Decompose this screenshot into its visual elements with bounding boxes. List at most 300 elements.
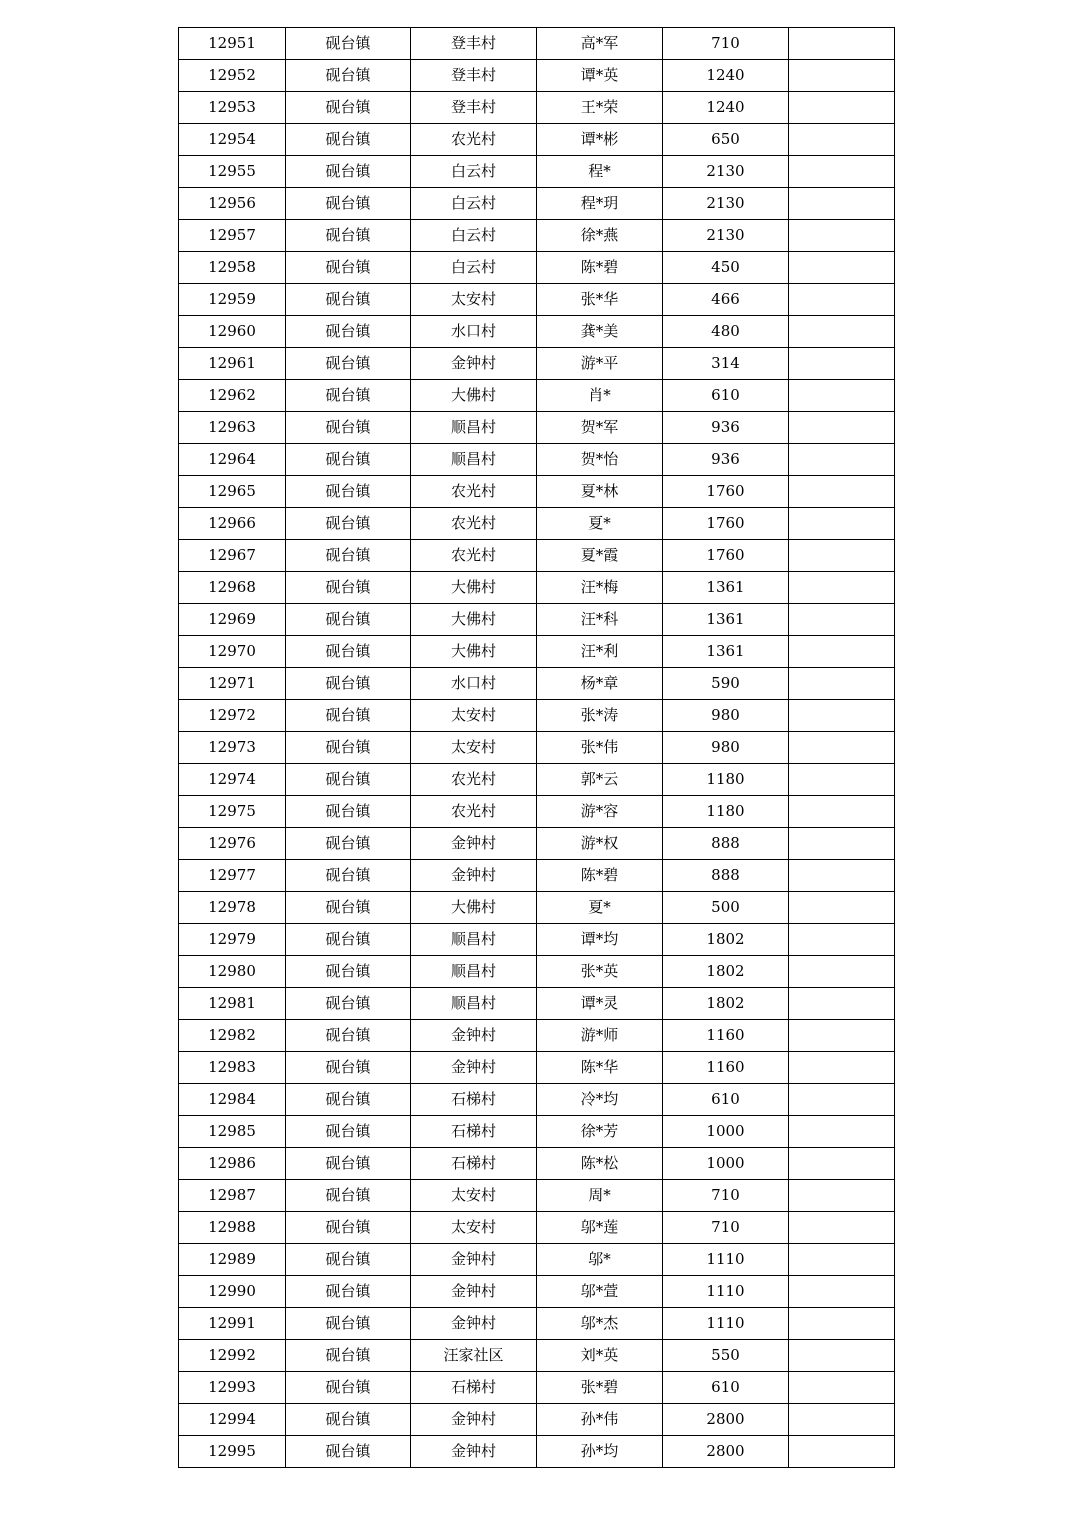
note-cell: [789, 956, 895, 988]
person-name-cell: 夏*林: [537, 476, 663, 508]
serial-number-cell: 12995: [179, 1436, 286, 1468]
note-cell: [789, 124, 895, 156]
person-name-cell: 程*玥: [537, 188, 663, 220]
note-cell: [789, 220, 895, 252]
town-cell: 砚台镇: [286, 1340, 411, 1372]
table-row: [179, 1148, 895, 1180]
town-cell: 砚台镇: [286, 956, 411, 988]
serial-number-cell: 12992: [179, 1340, 286, 1372]
person-name-cell: 汪*科: [537, 604, 663, 636]
note-cell: [789, 1020, 895, 1052]
table-row: [179, 1404, 895, 1436]
serial-number-cell: 12961: [179, 348, 286, 380]
note-cell: [789, 412, 895, 444]
serial-number-cell: 12990: [179, 1276, 286, 1308]
table-row: [179, 188, 895, 220]
serial-number-cell: 12953: [179, 92, 286, 124]
serial-number-cell: 12976: [179, 828, 286, 860]
amount-cell: 610: [663, 1372, 789, 1404]
table-row: [179, 796, 895, 828]
serial-number-cell: 12972: [179, 700, 286, 732]
table-row: [179, 444, 895, 476]
table-row: [179, 316, 895, 348]
table-row: [179, 1212, 895, 1244]
serial-number-cell: 12977: [179, 860, 286, 892]
village-cell: 农光村: [411, 124, 537, 156]
town-cell: 砚台镇: [286, 28, 411, 60]
amount-cell: 1000: [663, 1116, 789, 1148]
serial-number-cell: 12986: [179, 1148, 286, 1180]
amount-cell: 1760: [663, 508, 789, 540]
serial-number-cell: 12969: [179, 604, 286, 636]
serial-number-cell: 12965: [179, 476, 286, 508]
person-name-cell: 徐*燕: [537, 220, 663, 252]
table-row: [179, 1084, 895, 1116]
town-cell: 砚台镇: [286, 348, 411, 380]
amount-cell: 1240: [663, 60, 789, 92]
note-cell: [789, 764, 895, 796]
person-name-cell: 谭*英: [537, 60, 663, 92]
serial-number-cell: 12993: [179, 1372, 286, 1404]
note-cell: [789, 92, 895, 124]
village-cell: 石梯村: [411, 1084, 537, 1116]
note-cell: [789, 668, 895, 700]
note-cell: [789, 156, 895, 188]
serial-number-cell: 12989: [179, 1244, 286, 1276]
village-cell: 水口村: [411, 316, 537, 348]
village-cell: 金钟村: [411, 1308, 537, 1340]
town-cell: 砚台镇: [286, 892, 411, 924]
town-cell: 砚台镇: [286, 508, 411, 540]
person-name-cell: 游*平: [537, 348, 663, 380]
village-cell: 石梯村: [411, 1148, 537, 1180]
person-name-cell: 游*师: [537, 1020, 663, 1052]
note-cell: [789, 284, 895, 316]
note-cell: [789, 252, 895, 284]
amount-cell: 466: [663, 284, 789, 316]
town-cell: 砚台镇: [286, 1052, 411, 1084]
town-cell: 砚台镇: [286, 1148, 411, 1180]
town-cell: 砚台镇: [286, 316, 411, 348]
town-cell: 砚台镇: [286, 1084, 411, 1116]
amount-cell: 980: [663, 700, 789, 732]
town-cell: 砚台镇: [286, 1116, 411, 1148]
village-cell: 顺昌村: [411, 444, 537, 476]
amount-cell: 1361: [663, 636, 789, 668]
town-cell: 砚台镇: [286, 796, 411, 828]
table-row: [179, 1020, 895, 1052]
person-name-cell: 陈*碧: [537, 860, 663, 892]
table-row: [179, 1052, 895, 1084]
serial-number-cell: 12966: [179, 508, 286, 540]
serial-number-cell: 12959: [179, 284, 286, 316]
person-name-cell: 谭*灵: [537, 988, 663, 1020]
serial-number-cell: 12960: [179, 316, 286, 348]
village-cell: 登丰村: [411, 28, 537, 60]
table-row: [179, 92, 895, 124]
table-row: [179, 124, 895, 156]
table-row: [179, 988, 895, 1020]
table-row: [179, 348, 895, 380]
person-name-cell: 王*荣: [537, 92, 663, 124]
table-row: [179, 60, 895, 92]
town-cell: 砚台镇: [286, 988, 411, 1020]
town-cell: 砚台镇: [286, 732, 411, 764]
village-cell: 石梯村: [411, 1372, 537, 1404]
serial-number-cell: 12981: [179, 988, 286, 1020]
note-cell: [789, 540, 895, 572]
serial-number-cell: 12985: [179, 1116, 286, 1148]
amount-cell: 710: [663, 28, 789, 60]
town-cell: 砚台镇: [286, 1308, 411, 1340]
person-name-cell: 陈*华: [537, 1052, 663, 1084]
village-cell: 农光村: [411, 508, 537, 540]
town-cell: 砚台镇: [286, 220, 411, 252]
note-cell: [789, 316, 895, 348]
person-name-cell: 游*权: [537, 828, 663, 860]
town-cell: 砚台镇: [286, 1276, 411, 1308]
person-name-cell: 谭*均: [537, 924, 663, 956]
note-cell: [789, 1212, 895, 1244]
person-name-cell: 张*涛: [537, 700, 663, 732]
serial-number-cell: 12984: [179, 1084, 286, 1116]
serial-number-cell: 12973: [179, 732, 286, 764]
note-cell: [789, 860, 895, 892]
serial-number-cell: 12956: [179, 188, 286, 220]
village-cell: 石梯村: [411, 1116, 537, 1148]
person-name-cell: 冷*均: [537, 1084, 663, 1116]
town-cell: 砚台镇: [286, 668, 411, 700]
amount-cell: 2800: [663, 1404, 789, 1436]
table-row: [179, 860, 895, 892]
village-cell: 大佛村: [411, 380, 537, 412]
village-cell: 太安村: [411, 1180, 537, 1212]
table-row: [179, 924, 895, 956]
person-name-cell: 邬*: [537, 1244, 663, 1276]
amount-cell: 1180: [663, 796, 789, 828]
serial-number-cell: 12987: [179, 1180, 286, 1212]
amount-cell: 2130: [663, 220, 789, 252]
note-cell: [789, 508, 895, 540]
town-cell: 砚台镇: [286, 476, 411, 508]
amount-cell: 610: [663, 380, 789, 412]
town-cell: 砚台镇: [286, 1436, 411, 1468]
village-cell: 金钟村: [411, 1020, 537, 1052]
serial-number-cell: 12978: [179, 892, 286, 924]
table-body: [179, 28, 895, 1468]
village-cell: 金钟村: [411, 1276, 537, 1308]
serial-number-cell: 12974: [179, 764, 286, 796]
serial-number-cell: 12955: [179, 156, 286, 188]
town-cell: 砚台镇: [286, 1372, 411, 1404]
table-row: [179, 1436, 895, 1468]
amount-cell: 1361: [663, 572, 789, 604]
serial-number-cell: 12975: [179, 796, 286, 828]
village-cell: 金钟村: [411, 1436, 537, 1468]
serial-number-cell: 12983: [179, 1052, 286, 1084]
table-row: [179, 1180, 895, 1212]
serial-number-cell: 12951: [179, 28, 286, 60]
serial-number-cell: 12991: [179, 1308, 286, 1340]
note-cell: [789, 348, 895, 380]
table-row: [179, 764, 895, 796]
village-cell: 顺昌村: [411, 988, 537, 1020]
person-name-cell: 陈*松: [537, 1148, 663, 1180]
note-cell: [789, 988, 895, 1020]
note-cell: [789, 828, 895, 860]
town-cell: 砚台镇: [286, 60, 411, 92]
village-cell: 金钟村: [411, 1404, 537, 1436]
table-row: [179, 1340, 895, 1372]
note-cell: [789, 1276, 895, 1308]
village-cell: 太安村: [411, 284, 537, 316]
table-row: [179, 252, 895, 284]
note-cell: [789, 188, 895, 220]
note-cell: [789, 476, 895, 508]
amount-cell: 710: [663, 1212, 789, 1244]
amount-cell: 1802: [663, 988, 789, 1020]
amount-cell: 610: [663, 1084, 789, 1116]
serial-number-cell: 12963: [179, 412, 286, 444]
town-cell: 砚台镇: [286, 540, 411, 572]
amount-cell: 500: [663, 892, 789, 924]
table-row: [179, 1308, 895, 1340]
note-cell: [789, 636, 895, 668]
town-cell: 砚台镇: [286, 92, 411, 124]
town-cell: 砚台镇: [286, 1020, 411, 1052]
amount-cell: 1760: [663, 540, 789, 572]
note-cell: [789, 60, 895, 92]
amount-cell: 480: [663, 316, 789, 348]
town-cell: 砚台镇: [286, 764, 411, 796]
amount-cell: 2800: [663, 1436, 789, 1468]
village-cell: 大佛村: [411, 572, 537, 604]
town-cell: 砚台镇: [286, 572, 411, 604]
table-row: [179, 220, 895, 252]
table-row: [179, 28, 895, 60]
village-cell: 顺昌村: [411, 412, 537, 444]
amount-cell: 888: [663, 860, 789, 892]
town-cell: 砚台镇: [286, 1180, 411, 1212]
table-row: [179, 604, 895, 636]
serial-number-cell: 12962: [179, 380, 286, 412]
town-cell: 砚台镇: [286, 156, 411, 188]
person-name-cell: 夏*霞: [537, 540, 663, 572]
town-cell: 砚台镇: [286, 604, 411, 636]
person-name-cell: 张*英: [537, 956, 663, 988]
person-name-cell: 孙*伟: [537, 1404, 663, 1436]
amount-cell: 2130: [663, 156, 789, 188]
note-cell: [789, 700, 895, 732]
amount-cell: 710: [663, 1180, 789, 1212]
note-cell: [789, 572, 895, 604]
serial-number-cell: 12980: [179, 956, 286, 988]
person-name-cell: 夏*: [537, 508, 663, 540]
amount-cell: 650: [663, 124, 789, 156]
town-cell: 砚台镇: [286, 444, 411, 476]
village-cell: 大佛村: [411, 892, 537, 924]
note-cell: [789, 1148, 895, 1180]
table-row: [179, 1276, 895, 1308]
town-cell: 砚台镇: [286, 380, 411, 412]
amount-cell: 1802: [663, 956, 789, 988]
table-row: [179, 508, 895, 540]
town-cell: 砚台镇: [286, 700, 411, 732]
amount-cell: 1240: [663, 92, 789, 124]
village-cell: 金钟村: [411, 860, 537, 892]
table-row: [179, 700, 895, 732]
table-row: [179, 1116, 895, 1148]
serial-number-cell: 12968: [179, 572, 286, 604]
note-cell: [789, 1084, 895, 1116]
amount-cell: 550: [663, 1340, 789, 1372]
note-cell: [789, 28, 895, 60]
person-name-cell: 汪*梅: [537, 572, 663, 604]
table-row: [179, 732, 895, 764]
town-cell: 砚台镇: [286, 412, 411, 444]
person-name-cell: 孙*均: [537, 1436, 663, 1468]
person-name-cell: 贺*怡: [537, 444, 663, 476]
village-cell: 登丰村: [411, 60, 537, 92]
table-row: [179, 156, 895, 188]
town-cell: 砚台镇: [286, 828, 411, 860]
village-cell: 顺昌村: [411, 956, 537, 988]
town-cell: 砚台镇: [286, 1212, 411, 1244]
table-row: [179, 380, 895, 412]
village-cell: 白云村: [411, 188, 537, 220]
amount-cell: 1110: [663, 1244, 789, 1276]
village-cell: 金钟村: [411, 828, 537, 860]
serial-number-cell: 12954: [179, 124, 286, 156]
note-cell: [789, 1052, 895, 1084]
town-cell: 砚台镇: [286, 1404, 411, 1436]
person-name-cell: 张*碧: [537, 1372, 663, 1404]
person-name-cell: 汪*利: [537, 636, 663, 668]
person-name-cell: 杨*章: [537, 668, 663, 700]
village-cell: 太安村: [411, 700, 537, 732]
person-name-cell: 谭*彬: [537, 124, 663, 156]
serial-number-cell: 12994: [179, 1404, 286, 1436]
serial-number-cell: 12952: [179, 60, 286, 92]
amount-cell: 1110: [663, 1308, 789, 1340]
person-name-cell: 张*华: [537, 284, 663, 316]
amount-cell: 590: [663, 668, 789, 700]
amount-cell: 2130: [663, 188, 789, 220]
person-name-cell: 邬*杰: [537, 1308, 663, 1340]
village-cell: 大佛村: [411, 604, 537, 636]
village-cell: 大佛村: [411, 636, 537, 668]
amount-cell: 1180: [663, 764, 789, 796]
person-name-cell: 肖*: [537, 380, 663, 412]
amount-cell: 980: [663, 732, 789, 764]
person-name-cell: 郭*云: [537, 764, 663, 796]
table-row: [179, 668, 895, 700]
table-row: [179, 1372, 895, 1404]
town-cell: 砚台镇: [286, 924, 411, 956]
note-cell: [789, 604, 895, 636]
village-cell: 白云村: [411, 156, 537, 188]
note-cell: [789, 1340, 895, 1372]
town-cell: 砚台镇: [286, 124, 411, 156]
note-cell: [789, 796, 895, 828]
table-row: [179, 412, 895, 444]
serial-number-cell: 12982: [179, 1020, 286, 1052]
person-name-cell: 程*: [537, 156, 663, 188]
village-cell: 金钟村: [411, 348, 537, 380]
table-row: [179, 572, 895, 604]
note-cell: [789, 444, 895, 476]
person-name-cell: 贺*军: [537, 412, 663, 444]
note-cell: [789, 1180, 895, 1212]
note-cell: [789, 1116, 895, 1148]
serial-number-cell: 12970: [179, 636, 286, 668]
serial-number-cell: 12979: [179, 924, 286, 956]
table-row: [179, 476, 895, 508]
amount-cell: 888: [663, 828, 789, 860]
amount-cell: 314: [663, 348, 789, 380]
person-name-cell: 陈*碧: [537, 252, 663, 284]
table-row: [179, 828, 895, 860]
village-cell: 顺昌村: [411, 924, 537, 956]
town-cell: 砚台镇: [286, 860, 411, 892]
town-cell: 砚台镇: [286, 284, 411, 316]
amount-cell: 1760: [663, 476, 789, 508]
amount-cell: 936: [663, 412, 789, 444]
note-cell: [789, 380, 895, 412]
town-cell: 砚台镇: [286, 188, 411, 220]
town-cell: 砚台镇: [286, 636, 411, 668]
amount-cell: 450: [663, 252, 789, 284]
person-name-cell: 张*伟: [537, 732, 663, 764]
note-cell: [789, 1308, 895, 1340]
village-cell: 白云村: [411, 220, 537, 252]
person-name-cell: 高*军: [537, 28, 663, 60]
amount-cell: 1802: [663, 924, 789, 956]
amount-cell: 1110: [663, 1276, 789, 1308]
town-cell: 砚台镇: [286, 252, 411, 284]
amount-cell: 1160: [663, 1020, 789, 1052]
note-cell: [789, 1436, 895, 1468]
serial-number-cell: 12958: [179, 252, 286, 284]
table-row: [179, 1244, 895, 1276]
village-cell: 农光村: [411, 796, 537, 828]
person-name-cell: 周*: [537, 1180, 663, 1212]
serial-number-cell: 12988: [179, 1212, 286, 1244]
serial-number-cell: 12957: [179, 220, 286, 252]
note-cell: [789, 732, 895, 764]
table-row: [179, 540, 895, 572]
village-cell: 汪家社区: [411, 1340, 537, 1372]
village-cell: 太安村: [411, 732, 537, 764]
table-row: [179, 956, 895, 988]
person-name-cell: 夏*: [537, 892, 663, 924]
person-name-cell: 刘*英: [537, 1340, 663, 1372]
person-name-cell: 邬*莲: [537, 1212, 663, 1244]
village-cell: 金钟村: [411, 1052, 537, 1084]
village-cell: 登丰村: [411, 92, 537, 124]
village-cell: 农光村: [411, 764, 537, 796]
person-name-cell: 游*容: [537, 796, 663, 828]
note-cell: [789, 1404, 895, 1436]
person-name-cell: 邬*萱: [537, 1276, 663, 1308]
note-cell: [789, 1372, 895, 1404]
village-cell: 水口村: [411, 668, 537, 700]
village-cell: 金钟村: [411, 1244, 537, 1276]
note-cell: [789, 1244, 895, 1276]
note-cell: [789, 892, 895, 924]
serial-number-cell: 12964: [179, 444, 286, 476]
serial-number-cell: 12967: [179, 540, 286, 572]
